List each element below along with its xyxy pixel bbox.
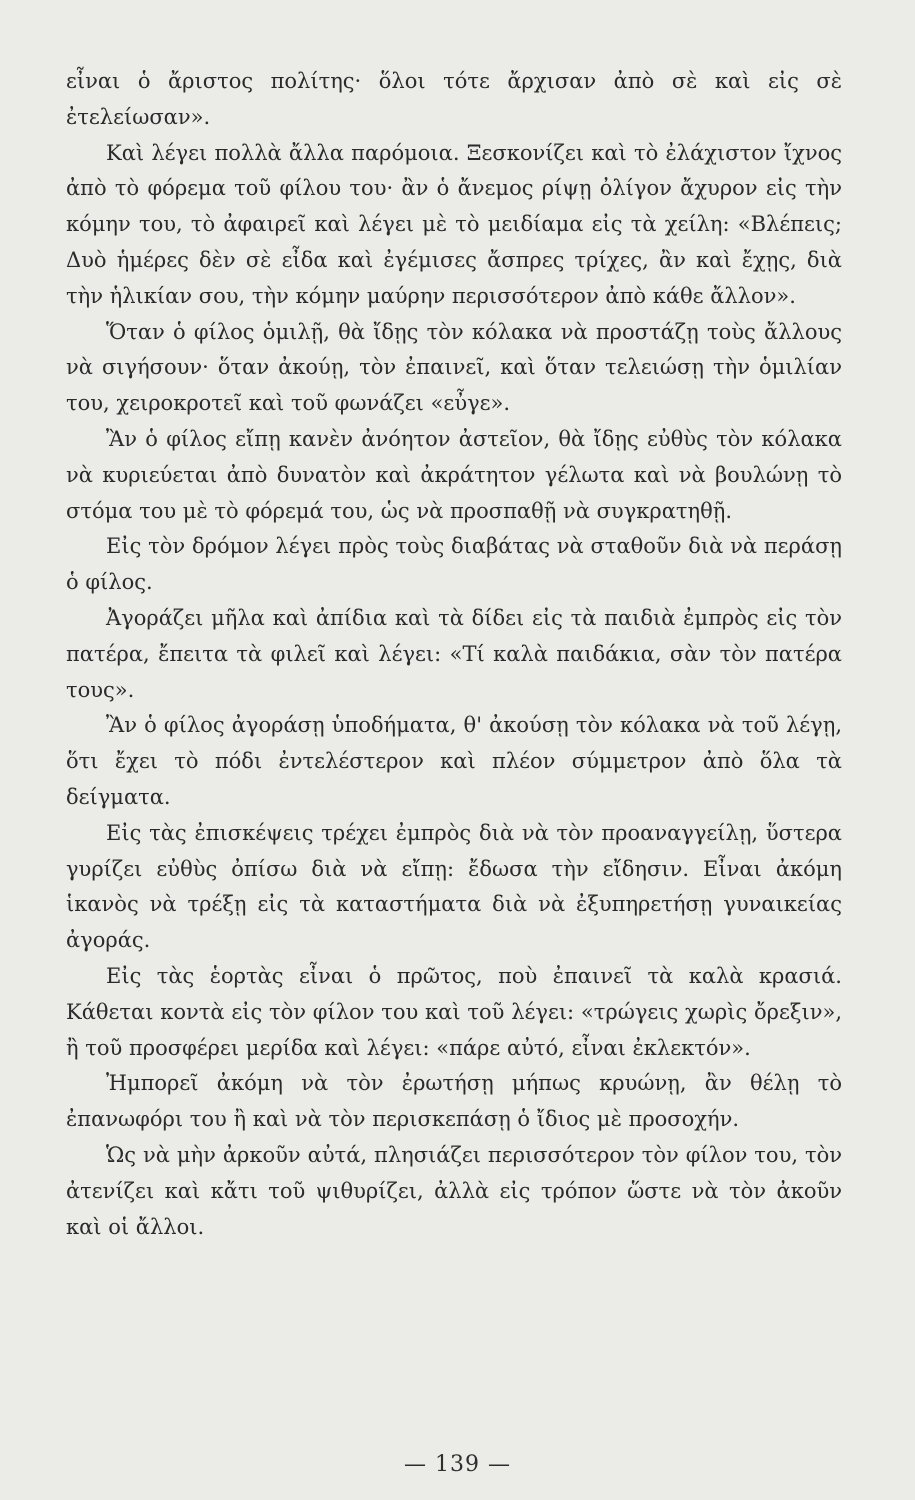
paragraph-11: Ὡς νὰ μὴν ἀρκοῦν αὐτά, πλησιάζει περισσότερον τὸν φίλον του, τὸν ἀτενίζει καὶ κἄτι τοῦ ψιθυρίζει, ἀλλὰ εἰς τρόπον ὥστε νὰ τὸν ἀκοῦν καὶ οἱ ἄλλοι.: [66, 1142, 842, 1239]
paragraph-2: Καὶ λέγει πολλὰ ἄλλα παρόμοια. Ξεσκονίζει καὶ τὸ ἐλάχιστον ἴχνος ἀπὸ τὸ φόρεμα τοῦ φίλου του· ἂν ὁ ἄνεμος ρίψῃ ὀλίγον ἄχυρον εἰς τὴν κόμην του, τὸ ἀφαιρεῖ καὶ λέγει μὲ τὸ μειδίαμα εἰς τὰ χείλη: «Βλέπεις; Δυὸ ἡμέρες δὲν σὲ εἶδα καὶ ἐγέμισες ἄσπρες τρίχες, ἂν καὶ ἔχῃς, διὰ τὴν ἡλικίαν σου, τὴν κόμην μαύρην περισσότερον ἀπὸ κάθε ἄλλον».: [66, 140, 842, 308]
paragraph-9: Εἰς τὰς ἑορτὰς εἶναι ὁ πρῶτος, ποὺ ἐπαινεῖ τὰ καλὰ κρασιά. Κάθεται κοντὰ εἰς τὸν φίλον του καὶ τοῦ λέγει: «τρώγεις χωρὶς ὄρεξιν», ἢ τοῦ προσφέρει μερίδα καὶ λέγει: «πάρε αὐτό, εἶναι ἐκλεκτόν».: [66, 963, 842, 1060]
body-text: [66, 64, 842, 1245]
paragraph-3: Ὅταν ὁ φίλος ὁμιλῇ, θὰ ἴδῃς τὸν κόλακα νὰ προστάζῃ τοὺς ἄλλους νὰ σιγήσουν· ὅταν ἀκούῃ, τὸν ἐπαινεῖ, καὶ ὅταν τελειώσῃ τὴν ὁμιλίαν του, χειροκροτεῖ καὶ τοῦ φωνάζει «εὖγε».: [66, 319, 842, 416]
paragraph-4: Ἂν ὁ φίλος εἴπῃ κανὲν ἀνόητον ἀστεῖον, θὰ ἴδῃς εὐθὺς τὸν κόλακα νὰ κυριεύεται ἀπὸ δυνατὸν καὶ ἀκράτητον γέλωτα καὶ νὰ βουλώνῃ τὸ στόμα του μὲ τὸ φόρεμά του, ὡς νὰ προσπαθῇ νὰ συγκρατηθῇ.: [66, 426, 842, 523]
paragraph-5: Εἰς τὸν δρόμον λέγει πρὸς τοὺς διαβάτας νὰ σταθοῦν διὰ νὰ περάσῃ ὁ φίλος.: [66, 534, 842, 595]
paragraph-6: Ἀγοράζει μῆλα καὶ ἀπίδια καὶ τὰ δίδει εἰς τὰ παιδιὰ ἐμπρὸς εἰς τὸν πατέρα, ἔπειτα τὰ φιλεῖ καὶ λέγει: «Τί καλὰ παιδάκια, σὰν τὸν πατέρα τους».: [66, 605, 842, 702]
paragraph-1: εἶναι ὁ ἄριστος πολίτης· ὅλοι τότε ἄρχισαν ἀπὸ σὲ καὶ εἰς σὲ ἐτελείωσαν».: [66, 69, 842, 129]
paragraph-7: Ἂν ὁ φίλος ἀγοράσῃ ὑποδήματα, θ' ἀκούσῃ τὸν κόλακα νὰ τοῦ λέγῃ, ὅτι ἔχει τὸ πόδι ἐντελέστερον καὶ πλέον σύμμετρον ἀπὸ ὅλα τὰ δείγματα.: [66, 713, 842, 809]
paragraph-10: Ἠμπορεῖ ἀκόμη νὰ τὸν ἐρωτήσῃ μήπως κρυώνῃ, ἂν θέλῃ τὸ ἐπανωφόρι του ἢ καὶ νὰ τὸν περισκεπάσῃ ὁ ἴδιος μὲ προσοχήν.: [66, 1071, 842, 1132]
page-number: — 139 —: [404, 1452, 511, 1477]
paragraph-8: Εἰς τὰς ἐπισκέψεις τρέχει ἐμπρὸς διὰ νὰ τὸν προαναγγείλῃ, ὕστερα γυρίζει εὐθὺς ὀπίσω διὰ νὰ εἴπῃ: ἔδωσα τὴν εἴδησιν. Εἶναι ἀκόμη ἱκανὸς νὰ τρέξῃ εἰς τὰ καταστήματα διὰ νὰ ἐξυπηρετήσῃ γυναικείας ἀγοράς.: [66, 820, 842, 953]
